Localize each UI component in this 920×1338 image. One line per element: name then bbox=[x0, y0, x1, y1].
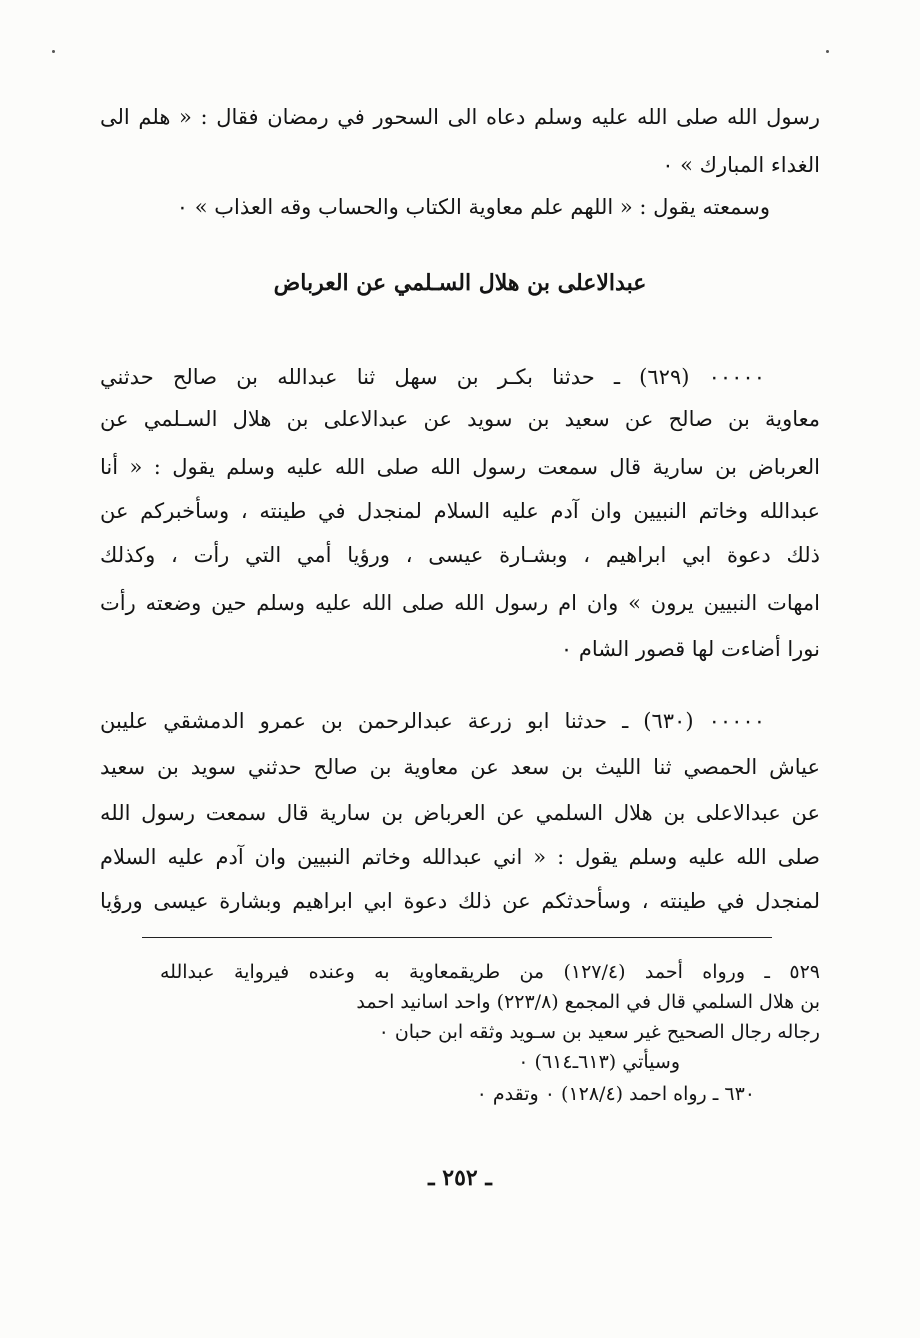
section-heading: عبدالاعلى بن هلال السـلمي عن العرباض bbox=[273, 270, 647, 296]
top-paragraph-line-1: رسول الله صلى الله عليه وسلم دعاه الى السحور في رمضان فقال : « هلم الى bbox=[100, 105, 820, 129]
hadith-629-line-2: معاوية بن صالح عن سعيد بن سويد عن عبدالاعلى بن هلال السـلمي عن bbox=[100, 407, 820, 431]
top-paragraph-line-2: الغداء المبارك » ٠ bbox=[662, 153, 820, 177]
scan-speck bbox=[52, 50, 55, 53]
footnote-529-line-2: بن هلال السلمي قال في المجمع (٢٢٣/٨) واحد اسانيد احمد bbox=[356, 991, 820, 1013]
footnote-529-line-1: ٥٢٩ ـ ورواه أحمد (١٢٧/٤) من طريقمعاوية به وعنده فيرواية عبدالله bbox=[160, 961, 820, 983]
footnote-630: ٦٣٠ ـ رواه احمد (١٢٨/٤) ٠ وتقدم ٠ bbox=[476, 1083, 755, 1105]
hadith-629-line-6: امهات النبيين يرون » وان ام رسول الله صلى الله عليه وسلم حين وضعته رأت bbox=[100, 591, 820, 615]
hadith-629-line-7: نورا أضاءت لها قصور الشام ٠ bbox=[560, 637, 820, 661]
hadith-629-line-1: ٠٠٠٠٠ (٦٢٩) ـ حدثنا بكـر بن سهل ثنا عبدالله بن صالح حدثني bbox=[100, 365, 765, 389]
hadith-629-line-5: ذلك دعوة ابي ابراهيم ، وبشـارة عيسى ، ورؤيا أمي التي رأت ، وكذلك bbox=[100, 543, 820, 567]
footnote-529-line-3: رجاله رجال الصحيح غير سعيد بن سـويد وثقه ابن حبان ٠ bbox=[378, 1021, 820, 1043]
hadith-629-line-3: العرباض بن سارية قال سمعت رسول الله صلى الله عليه وسلم يقول : « أنا bbox=[100, 455, 820, 479]
hadith-630-line-2: عياش الحمصي ثنا الليث بن سعد عن معاوية بن صالح حدثني سويد بن سعيد bbox=[100, 755, 820, 779]
footnote-separator bbox=[142, 937, 772, 938]
top-paragraph-indented-line: وسمعته يقول : « اللهم علم معاوية الكتاب والحساب وقه العذاب » ٠ bbox=[176, 195, 770, 219]
hadith-630-line-3: عن عبدالاعلى بن هلال السلمي عن العرباض بن سارية قال سمعت رسول الله bbox=[100, 801, 820, 825]
hadith-629-line-4: عبدالله وخاتم النبيين وان آدم عليه السلام لمنجدل في طينته ، وسأخبركم عن bbox=[100, 499, 820, 523]
hadith-630-line-5: لمنجدل في طينته ، وسأحدثكم عن ذلك دعوة ابي ابراهيم وبشارة عيسى ورؤيا bbox=[100, 889, 820, 913]
hadith-630-line-4: صلى الله عليه وسلم يقول : « اني عبدالله وخاتم النبيين وان آدم عليه السلام bbox=[100, 845, 820, 869]
hadith-630-line-1: ٠٠٠٠٠ (٦٣٠) ـ حدثنا ابو زرعة عبدالرحمن بن عمرو الدمشقي عليبن bbox=[100, 709, 765, 733]
page-number: ـ ٢٥٢ ـ bbox=[428, 1165, 492, 1191]
footnote-529-line-4: وسيأتي (٦١٣ـ٦١٤) ٠ bbox=[518, 1051, 680, 1073]
scan-speck bbox=[826, 50, 829, 53]
